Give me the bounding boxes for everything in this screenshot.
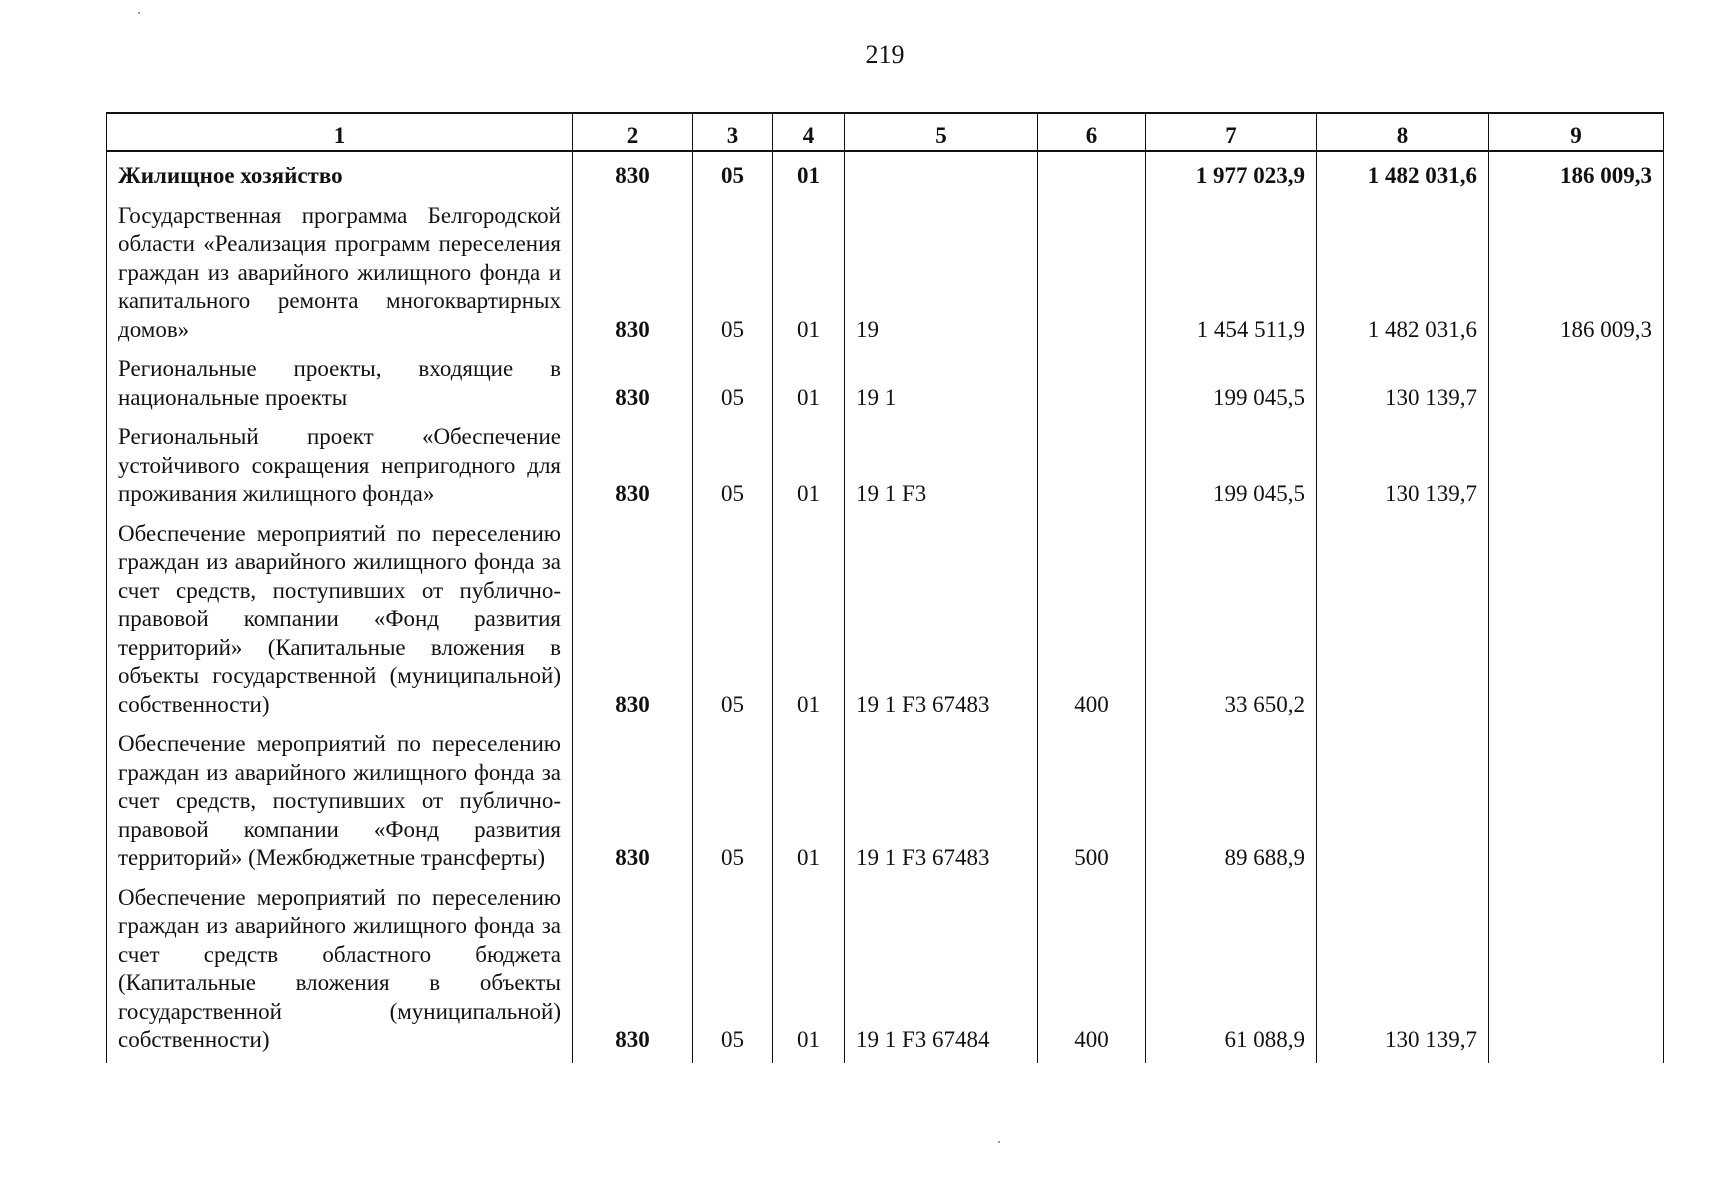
row-ministry-code: 830 bbox=[573, 517, 693, 728]
row-subsection: 01 bbox=[773, 199, 845, 353]
row-amount-col8: 1 482 031,6 bbox=[1317, 151, 1489, 199]
row-target-article: 19 1 F3 67483 bbox=[845, 727, 1038, 881]
row-section: 05 bbox=[693, 727, 773, 881]
row-ministry-code: 830 bbox=[573, 420, 693, 517]
row-target-article bbox=[845, 151, 1038, 199]
row-amount-col9: 186 009,3 bbox=[1489, 151, 1664, 199]
row-ministry-code: 830 bbox=[573, 199, 693, 353]
row-name: Региональные проекты, входящие в национальные проекты bbox=[107, 352, 573, 420]
table-row bbox=[107, 151, 1664, 199]
budget-table bbox=[106, 112, 1664, 1063]
row-amount-col8: 1 482 031,6 bbox=[1317, 199, 1489, 353]
row-section: 05 bbox=[693, 199, 773, 353]
header-col-8: 8 bbox=[1317, 113, 1489, 151]
row-ministry-code: 830 bbox=[573, 881, 693, 1063]
row-section: 05 bbox=[693, 352, 773, 420]
row-amount-col9 bbox=[1489, 881, 1664, 1063]
row-target-article: 19 1 F3 67484 bbox=[845, 881, 1038, 1063]
row-amount-col8: 130 139,7 bbox=[1317, 352, 1489, 420]
row-expense-type bbox=[1038, 420, 1146, 517]
row-subsection: 01 bbox=[773, 151, 845, 199]
row-section: 05 bbox=[693, 420, 773, 517]
row-amount-col7: 199 045,5 bbox=[1146, 352, 1317, 420]
row-amount-col7: 1 977 023,9 bbox=[1146, 151, 1317, 199]
header-col-5: 5 bbox=[845, 113, 1038, 151]
row-ministry-code: 830 bbox=[573, 151, 693, 199]
row-amount-col7: 199 045,5 bbox=[1146, 420, 1317, 517]
row-section: 05 bbox=[693, 517, 773, 728]
row-amount-col7: 61 088,9 bbox=[1146, 881, 1317, 1063]
row-expense-type: 400 bbox=[1038, 881, 1146, 1063]
row-amount-col7: 89 688,9 bbox=[1146, 727, 1317, 881]
row-name: Обеспечение мероприятий по переселению граждан из аварийного жилищного фонда за счет средств областного бюджета (Капитальные вложения в объекты государственной (муниципальной) собственности) bbox=[107, 881, 573, 1063]
row-expense-type bbox=[1038, 199, 1146, 353]
row-name: Государственная программа Белгородской области «Реализация программ переселения граждан из аварийного жилищного фонда и капитального ремонта многоквартирных домов» bbox=[107, 199, 573, 353]
row-amount-col8 bbox=[1317, 517, 1489, 728]
row-expense-type: 400 bbox=[1038, 517, 1146, 728]
header-col-4: 4 bbox=[773, 113, 845, 151]
row-amount-col9 bbox=[1489, 352, 1664, 420]
row-target-article: 19 1 bbox=[845, 352, 1038, 420]
row-name: Региональный проект «Обеспечение устойчивого сокращения непригодного для проживания жилищного фонда» bbox=[107, 420, 573, 517]
row-name: Обеспечение мероприятий по переселению граждан из аварийного жилищного фонда за счет средств, поступивших от публично-правовой компании «Фонд развития территорий» (Межбюджетные трансферты) bbox=[107, 727, 573, 881]
header-col-7: 7 bbox=[1146, 113, 1317, 151]
header-col-2: 2 bbox=[573, 113, 693, 151]
page-number: 219 bbox=[865, 40, 905, 69]
row-subsection: 01 bbox=[773, 517, 845, 728]
row-amount-col9: 186 009,3 bbox=[1489, 199, 1664, 353]
row-target-article: 19 bbox=[845, 199, 1038, 353]
table-row bbox=[107, 420, 1664, 517]
row-expense-type: 500 bbox=[1038, 727, 1146, 881]
row-amount-col8: 130 139,7 bbox=[1317, 881, 1489, 1063]
row-subsection: 01 bbox=[773, 352, 845, 420]
row-amount-col7: 33 650,2 bbox=[1146, 517, 1317, 728]
table-row bbox=[107, 517, 1664, 728]
row-ministry-code: 830 bbox=[573, 727, 693, 881]
row-subsection: 01 bbox=[773, 420, 845, 517]
row-target-article: 19 1 F3 bbox=[845, 420, 1038, 517]
table-row bbox=[107, 727, 1664, 881]
row-expense-type bbox=[1038, 151, 1146, 199]
table-row bbox=[107, 352, 1664, 420]
row-section: 05 bbox=[693, 881, 773, 1063]
row-subsection: 01 bbox=[773, 727, 845, 881]
row-amount-col9 bbox=[1489, 517, 1664, 728]
scan-speck bbox=[998, 1141, 1000, 1143]
row-name: Жилищное хозяйство bbox=[107, 151, 573, 199]
row-amount-col7: 1 454 511,9 bbox=[1146, 199, 1317, 353]
header-col-6: 6 bbox=[1038, 113, 1146, 151]
header-col-3: 3 bbox=[693, 113, 773, 151]
row-expense-type bbox=[1038, 352, 1146, 420]
header-row bbox=[107, 113, 1664, 151]
row-subsection: 01 bbox=[773, 881, 845, 1063]
row-amount-col9 bbox=[1489, 727, 1664, 881]
row-section: 05 bbox=[693, 151, 773, 199]
row-target-article: 19 1 F3 67483 bbox=[845, 517, 1038, 728]
table-row bbox=[107, 199, 1664, 353]
table-row bbox=[107, 881, 1664, 1063]
header-col-9: 9 bbox=[1489, 113, 1664, 151]
header-col-1: 1 bbox=[107, 113, 573, 151]
scan-speck bbox=[138, 12, 140, 14]
row-amount-col8 bbox=[1317, 727, 1489, 881]
row-name: Обеспечение мероприятий по переселению граждан из аварийного жилищного фонда за счет средств, поступивших от публично-правовой компании «Фонд развития территорий» (Капитальные вложения в объекты государственной (муниципальной) собственности) bbox=[107, 517, 573, 728]
row-amount-col8: 130 139,7 bbox=[1317, 420, 1489, 517]
row-amount-col9 bbox=[1489, 420, 1664, 517]
row-ministry-code: 830 bbox=[573, 352, 693, 420]
